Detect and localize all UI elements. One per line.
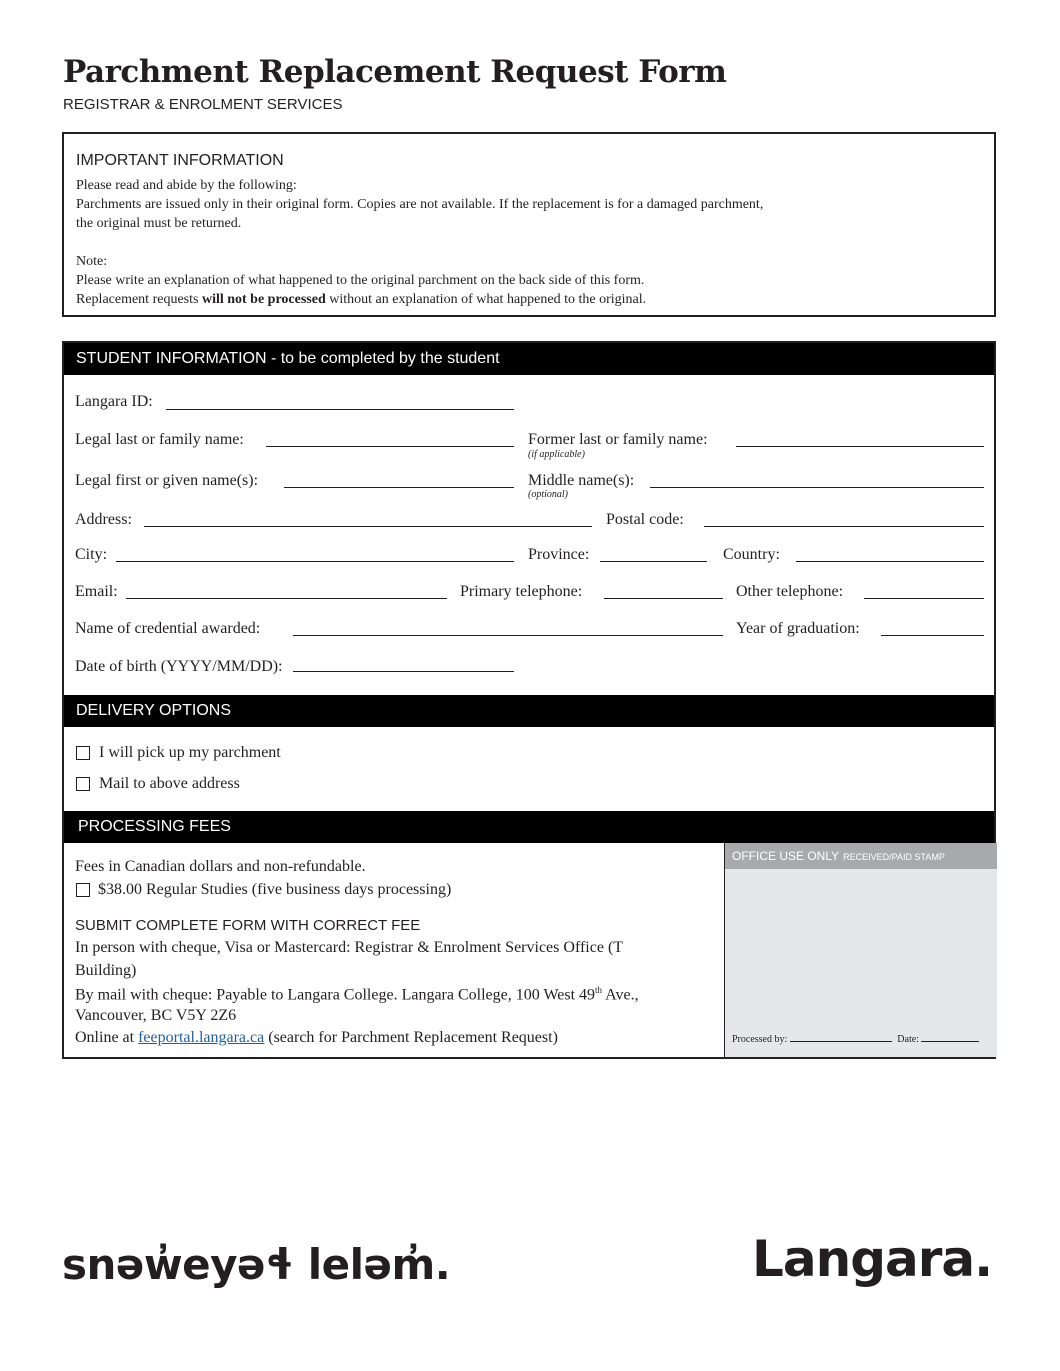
office-stamp-label: RECEIVED/PAID STAMP: [843, 852, 945, 862]
office-use-heading: OFFICE USE ONLY: [732, 849, 840, 863]
former-last-name-field[interactable]: [736, 446, 984, 447]
important-line-2: the original must be returned.: [76, 216, 242, 231]
former-last-name-label: Former last or family name:: [528, 431, 708, 448]
postal-code-field[interactable]: [704, 526, 984, 527]
student-info-header: STUDENT INFORMATION - to be completed by the student: [64, 343, 994, 375]
mail-line-2: Vancouver, BC V5Y 2Z6: [75, 1007, 237, 1024]
email-field[interactable]: [126, 598, 447, 599]
city-field[interactable]: [116, 561, 514, 562]
if-applicable-note: (if applicable): [528, 449, 585, 460]
form-title: Parchment Replacement Request Form: [63, 54, 727, 90]
submit-heading: SUBMIT COMPLETE FORM WITH CORRECT FEE: [75, 917, 421, 934]
mail-line-1-sup: th: [595, 985, 603, 995]
note-line-2-bold: will not be processed: [201, 292, 326, 307]
middle-name-label: Middle name(s):: [528, 472, 635, 489]
date-of-birth-label: Date of birth (YYYY/MM/DD):: [75, 658, 283, 675]
mail-line-1-pre: By mail with cheque: Payable to Langara College. Langara College, 100 West 49: [75, 986, 596, 1004]
langara-logo: Langara.: [752, 1230, 993, 1288]
other-telephone-field[interactable]: [864, 598, 984, 599]
province-label: Province:: [528, 546, 590, 563]
credential-label: Name of credential awarded:: [75, 620, 261, 637]
processing-fees-header: PROCESSING FEES: [64, 811, 994, 843]
pickup-checkbox[interactable]: [76, 746, 90, 760]
processed-by-field[interactable]: [790, 1041, 892, 1042]
address-label: Address:: [75, 511, 132, 528]
online-post: (search for Parchment Replacement Request): [264, 1029, 558, 1046]
credential-field[interactable]: [293, 635, 723, 636]
langara-id-field[interactable]: [166, 409, 514, 410]
mail-checkbox[interactable]: [76, 777, 90, 791]
office-footer: [732, 1034, 979, 1045]
postal-code-label: Postal code:: [606, 511, 684, 528]
fees-note: Fees in Canadian dollars and non-refundable.: [75, 858, 366, 875]
indigenous-name-logo: snəw̓eyəɬ leləm̓.: [62, 1240, 451, 1289]
mail-line-1: [75, 985, 639, 1004]
other-telephone-label: Other telephone:: [736, 583, 844, 600]
city-label: City:: [75, 546, 108, 563]
regular-studies-label: $38.00 Regular Studies (five business days processing): [98, 881, 452, 898]
office-date-label: Date:: [897, 1034, 919, 1045]
graduation-year-field[interactable]: [881, 635, 984, 636]
in-person-line-2: Building): [75, 962, 137, 979]
date-of-birth-field[interactable]: [293, 671, 514, 672]
langara-id-label: Langara ID:: [75, 393, 153, 410]
processed-by-label: Processed by:: [732, 1034, 788, 1045]
mail-label: Mail to above address: [99, 775, 240, 792]
legal-last-name-field[interactable]: [266, 446, 514, 447]
fee-portal-link[interactable]: feeportal.langara.ca: [138, 1029, 265, 1046]
main-form-box: [62, 341, 996, 1059]
primary-telephone-label: Primary telephone:: [460, 583, 583, 600]
note-line-2-pre: Replacement requests: [76, 292, 202, 307]
note-label: Note:: [76, 254, 108, 269]
delivery-options-header: DELIVERY OPTIONS: [64, 695, 994, 727]
online-pre: Online at: [75, 1029, 139, 1046]
country-field[interactable]: [796, 561, 984, 562]
optional-note: (optional): [528, 489, 568, 500]
important-line-1: Parchments are issued only in their original form. Copies are not available. If the replacement is for a damaged parchment,: [76, 197, 764, 212]
office-use-panel: [724, 843, 997, 1057]
graduation-year-label: Year of graduation:: [736, 620, 860, 637]
online-line: [75, 1029, 558, 1047]
country-label: Country:: [723, 546, 780, 563]
middle-name-field[interactable]: [650, 487, 984, 488]
office-date-field[interactable]: [921, 1041, 979, 1042]
office-use-header: [725, 843, 997, 869]
province-field[interactable]: [600, 561, 707, 562]
note-line-1: Please write an explanation of what happened to the original parchment on the back side of this form.: [76, 273, 645, 288]
in-person-line-1: In person with cheque, Visa or Mastercard: Registrar & Enrolment Services Office (T: [75, 939, 624, 956]
form-subtitle: REGISTRAR & ENROLMENT SERVICES: [63, 96, 343, 113]
legal-first-name-field[interactable]: [284, 487, 514, 488]
important-heading: IMPORTANT INFORMATION: [76, 152, 284, 169]
pickup-label: I will pick up my parchment: [99, 744, 281, 761]
note-line-2: [76, 290, 982, 309]
primary-telephone-field[interactable]: [604, 598, 723, 599]
mail-line-1-post: Ave.,: [602, 986, 639, 1004]
legal-last-name-label: Legal last or family name:: [75, 431, 244, 448]
legal-first-name-label: Legal first or given name(s):: [75, 472, 259, 489]
important-intro: Please read and abide by the following:: [76, 178, 297, 193]
regular-studies-checkbox[interactable]: [76, 883, 90, 897]
address-field[interactable]: [144, 526, 592, 527]
note-line-2-post: without an explanation of what happened to the original.: [325, 292, 647, 307]
important-info-box: [62, 132, 996, 317]
email-label: Email:: [75, 583, 118, 600]
